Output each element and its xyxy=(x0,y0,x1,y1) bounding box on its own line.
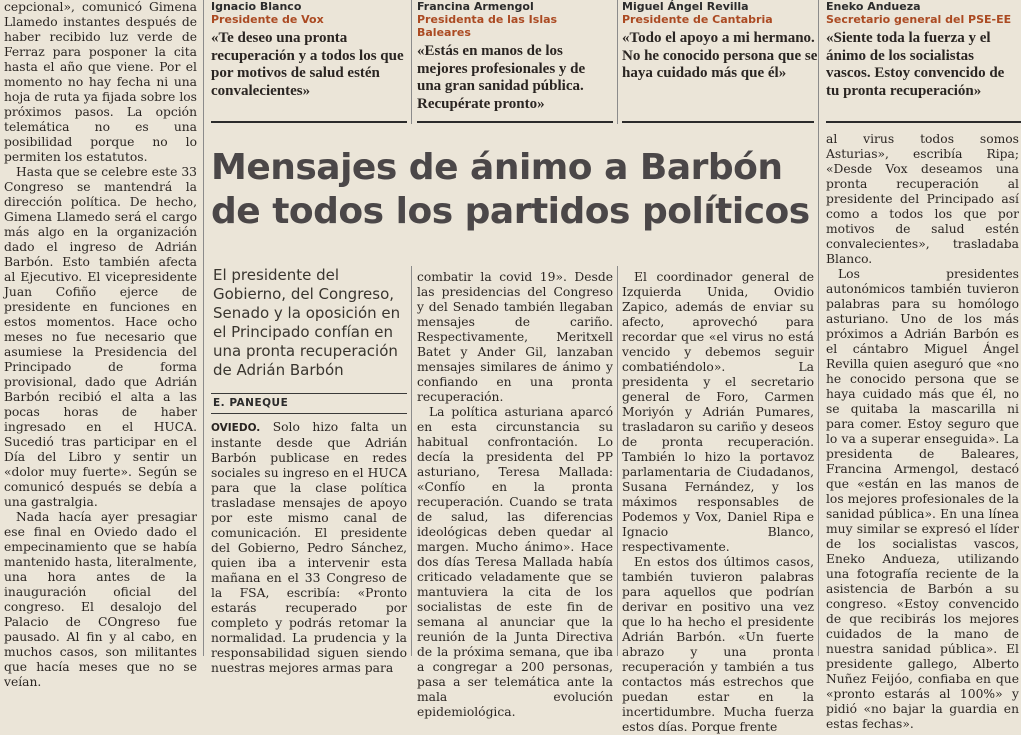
column-divider xyxy=(411,266,412,656)
quote-author-role: Secretario general del PSE-EE xyxy=(826,13,1012,26)
article-paragraph: combatir la covid 19». Desde las presidencias del Congreso y del Senado también llegaban mensajes de cariño. Respectivamente, Meritxell Batet y Ander Gil, lanzaban mensajes similares de ánimo y confiando en una pronta recuperación. xyxy=(417,270,613,404)
quote-rule xyxy=(211,121,407,123)
quote-card-armengol xyxy=(417,0,613,124)
article-paragraph: El coordinador general de Izquierda Unida, Ovidio Zapico, además de enviar su afecto, aprovechó para recordar que «el virus no está vencido y debemos seguir combatiéndolo». La presidenta y el secretario general de Foro, Carmen Moriyón y Adrián Pumares, trasladaron su cariño y deseos de pronta recuperación. También lo hizo la portavoz parlamentaria de Ciudadanos, Susana Fernández, y los máximos responsables de Podemos y Vox, Daniel Ripa e Ignacio Blanco, respectivamente. xyxy=(622,270,814,554)
byline-rule xyxy=(211,393,407,394)
article-column-2 xyxy=(417,270,613,719)
article-column-4 xyxy=(826,132,1019,731)
quote-text: «Te deseo una pronta recuperación y a todos los que por motivos de salud estén convalecientes» xyxy=(211,30,404,99)
article-lead: Solo hizo falta un instante desde que Adrián Barbón publicase en redes sociales su ingreso en el HUCA para que la clase política trasladase mensajes de apoyo por este mismo canal de comunicación. El presidente del Gobierno, Pedro Sánchez, quien iba a intervenir esta mañana en el 33 Congreso de la FSA, escribía: «Pronto estarás recuperado por completo y podrás retomar la normalidad. La prudencia y la responsabilidad siguen siendo nuestras mejores armas para xyxy=(211,420,407,675)
column-divider xyxy=(818,0,819,656)
quote-author-role: Presidente de Vox xyxy=(211,13,324,26)
article-paragraph: Los presidentes autonómicos también tuvieron palabras para su homólogo asturiano. Uno de los más próximos a Adrián Barbón es el cántabro Miguel Ángel Revilla quien aseguró que «no he conocido persona que se haya cuidado más que él, no se quitaba la mascarilla ni para comer. Estoy seguro que lo va a superar enseguida». La presidenta de Baleares, Francina Armengol, destacó que «están en las manos de los mejores profesionales de la sanidad pública». En una línea muy similar se expresó el líder de los socialistas vascos, Eneko Andueza, utilizando una fotografía reciente de la asistencia de Barbón a su congreso. «Estoy convencido de que recibirás los mejores cuidados de la mano de nuestra sanidad pública». El presidente gallego, Alberto Nuñez Feijóo, confiaba en que «pronto estarás al 100%» y pidió «no bajar la guardia en estas fechas». xyxy=(826,267,1019,731)
left-column xyxy=(4,0,197,689)
quote-author-name: Miguel Ángel Revilla xyxy=(622,0,749,13)
left-paragraph-2: Hasta que se celebre este 33 Congreso se mantendrá la dirección política. De hecho, Gimena Llamedo será el cargo más algo en la organización dado el ingreso de Adrián Barbón. Esto también afecta al Ejecutivo. El vicepresidente Juan Cofiño ejerce de presidente en funciones en estos momentos. Hace ocho meses no fue necesario que asumiese la Presidencia del Principado de forma provisional, dado que Adrián Barbón recibió el alta a las pocas horas de haber ingresado en el HUCA. Sucedió tras participar en el Día del Libro y sentir un «dolor muy fuerte». Según se comunicó después se debía a una gastralgia. xyxy=(4,165,197,509)
article-paragraph: al virus todos somos Asturias», escribía Ripa; «Desde Vox deseamos una pronta recuperación al presidente del Principado así como a todos los que por motivos de salud estén convalecientes», trasladaba Blanco. xyxy=(826,132,1019,266)
byline-rule xyxy=(211,413,407,414)
quote-rule xyxy=(826,121,1021,123)
quote-text: «Todo el apoyo a mi hermano. No he conocido persona que se haya cuidado más que él» xyxy=(622,30,818,81)
quote-author-role: Presidente de Cantabria xyxy=(622,13,773,26)
quote-author-name: Francina Armengol xyxy=(417,0,534,13)
column-divider xyxy=(617,0,618,124)
column-divider xyxy=(411,0,412,124)
article-headline xyxy=(211,146,816,234)
article-column-1 xyxy=(211,420,407,675)
quote-text: «Siente toda la fuerza y el ánimo de los socialistas vascos. Estoy convencido de tu pronta recuperación» xyxy=(826,30,1005,99)
article-subhead: El presidente del Gobierno, del Congreso, Senado y la oposición en el Principado confían en una pronta recuperación de Adrián Barbón xyxy=(213,266,401,379)
quote-author-name: Eneko Andueza xyxy=(826,0,921,13)
article-column-3 xyxy=(622,270,814,734)
headline-line-2: de todos los partidos políticos xyxy=(211,191,810,232)
quote-rule xyxy=(622,121,814,123)
quote-author-name: Ignacio Blanco xyxy=(211,0,302,13)
quote-card-revilla xyxy=(622,0,818,124)
byline: E. PANEQUE xyxy=(213,397,289,409)
dateline: OVIEDO. xyxy=(211,422,261,434)
article-paragraph: En estos dos últimos casos, también tuvieron palabras para aquellos que podrían derivar en positivo una vez que lo ha hecho el presidente Adrián Barbón. «Un fuerte abrazo y una pronta recuperación y también a tus contactos más estrechos que puedan estar en la incertidumbre. Mucha fuerza estos días. Porque frente xyxy=(622,555,814,734)
quote-card-blanco xyxy=(211,0,407,124)
quote-card-andueza xyxy=(826,0,1021,124)
left-paragraph-3: Nada hacía ayer presagiar ese final en Oviedo dado el empecinamiento que se había mantenido hasta, literalmente, una hora antes de la inauguración oficial del congreso. El desalojo del Palacio de COngreso fue pausado. Al fin y al cabo, en muchos casos, son militantes que hacía meses que no se veían. xyxy=(4,510,197,689)
column-divider xyxy=(203,0,204,656)
quote-text: «Estás en manos de los mejores profesionales y de una gran sanidad pública. Recupérate pronto» xyxy=(417,43,586,112)
headline-line-1: Mensajes de ánimo a Barbón xyxy=(211,147,783,188)
quote-author-role: Presidenta de las Islas Baleares xyxy=(417,13,558,39)
column-divider xyxy=(617,266,618,656)
article-paragraph: La política asturiana aparcó en esta circunstancia su habitual confrontación. Lo decía la presidenta del PP asturiano, Teresa Mallada: «Confío en la pronta recuperación. Cuando se trata de salud, las diferencias ideológicas deben quedar al margen. Mucho ánimo». Hace dos días Teresa Mallada había criticado veladamente que se mantuviera la cita de los socialistas de este fin de semana al anunciar que la reunión de la Junta Directiva de la próxima semana, que iba a congregar a 200 personas, pasa a ser telemática ante la mala evolución epidemiológica. xyxy=(417,405,613,719)
quote-rule xyxy=(417,121,613,123)
left-paragraph-1: cepcional», comunicó Gimena Llamedo instantes después de haber recibido luz verde de Ferraz para posponer la cita hasta el año que viene. Por el momento no hay fecha ni una hoja de ruta ya fijada sobre los próximos pasos. La opción telemática no es una posibilidad porque no lo permiten los estatutos. xyxy=(4,0,197,164)
